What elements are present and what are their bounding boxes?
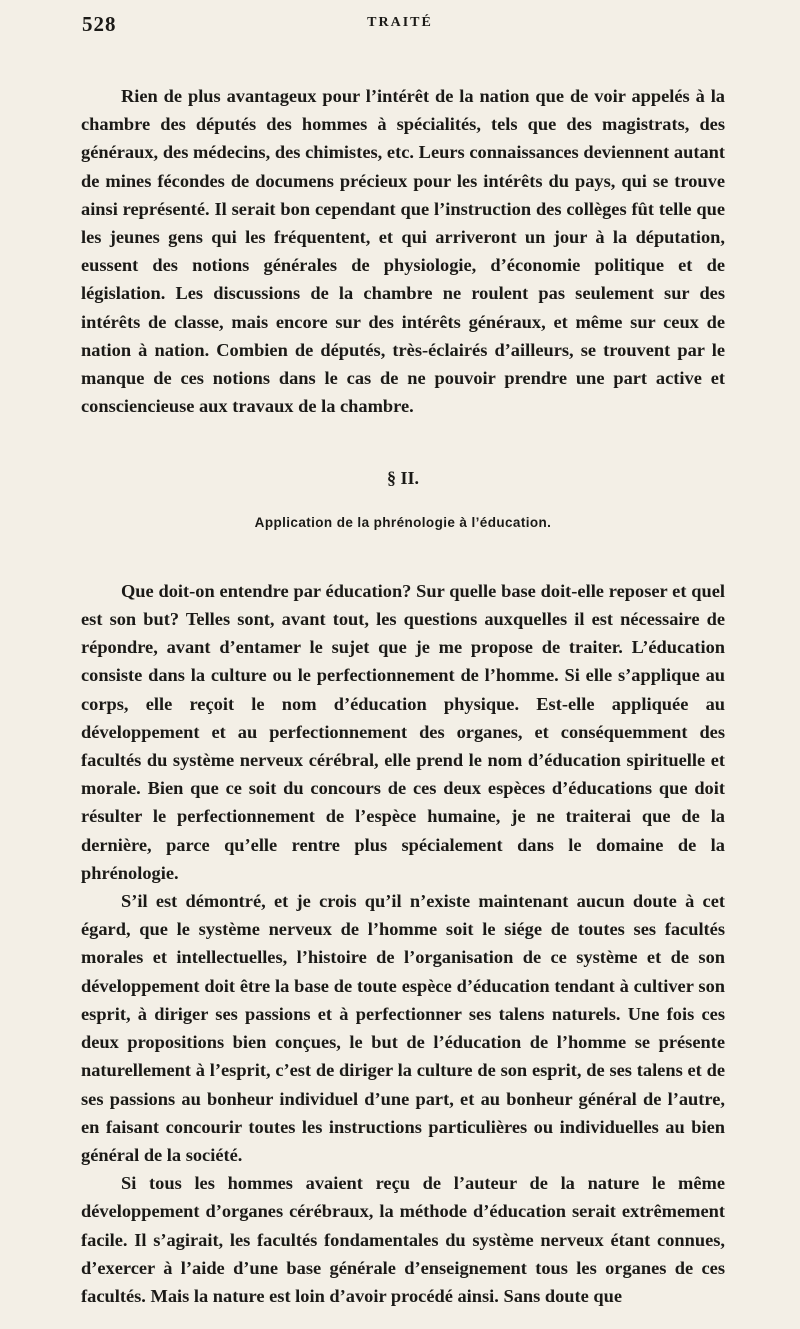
paragraph: Rien de plus avantageux pour l’intérêt de la nation que de voir appelés à la chambre des députés des hommes à spécialités, tels que des magistrats, des généraux, des médecins, des chimistes, etc. Leurs connaissances deviennent autant de mines fécondes de documens précieux pour les intérêts du pays, qui se trouve ainsi représenté. Il serait bon cependant que l’instruction des collèges fût telle que les jeunes gens qui les fréquentent, et qui arriveront un jour à la députation, eussent des notions générales de physiologie, d’économie politique et de législation. Les discussions de la chambre ne roulent pas seulement sur des intérêts de classe, mais encore sur des intérêts généraux, et même sur ceux de nation à nation. Combien de députés, très-éclairés d’ailleurs, se trouvent par le manque de ces notions dans le cas de ne pouvoir prendre une part active et consciencieuse aux travaux de la chambre.: [81, 86, 725, 417]
section-mark: § II.: [386, 468, 419, 489]
running-head: [0, 12, 800, 42]
paragraph: S’il est démontré, et je crois qu’il n’existe maintenant aucun doute à cet égard, que le système nerveux de l’homme soit le siége de toutes ses facultés morales et intellectuelles, l’histoire de l’organisation de ce système et de son développement doit être la base de toute espèce d’éducation tendant à cultiver son esprit, à diriger ses passions et à perfectionner ses talens naturels. Une fois ces deux propositions bien conçues, le but de l’éducation de l’homme se présente naturellement à l’esprit, c’est de diriger la culture de son esprit, de ses talens et de ses passions au bonheur individuel d’une part, et au bonheur général de l’autre, en faisant concourir toutes les instructions particulières ou individuelles au bien général de la société.: [81, 891, 725, 1165]
section-title: Application de la phrénologie à l’éducation.: [254, 514, 552, 530]
body-text: [81, 82, 725, 1310]
paragraph: Que doit-on entendre par éducation? Sur quelle base doit-elle reposer et quel est son but? Telles sont, avant tout, les questions auxquelles il est nécessaire de répondre, avant d’entamer le sujet que je me propose de traiter. L’éducation consiste dans la culture ou le perfectionnement de l’homme. Si elle s’applique au corps, elle reçoit le nom d’éducation physique. Est-elle appliquée au développement et au perfectionnement des organes, et conséquemment des facultés du système nerveux cérébral, elle prend le nom d’éducation spirituelle et morale. Bien que ce soit du concours de ces deux espèces d’éducations que doit résulter le perfectionnement de l’espèce humaine, je ne traiterai que de la dernière, parce qu’elle rentre plus spécialement dans le domaine de la phrénologie.: [81, 580, 725, 883]
running-title: TRAITÉ: [367, 15, 433, 30]
paragraph: Si tous les hommes avaient reçu de l’auteur de la nature le même développement d’organes cérébraux, la méthode d’éducation serait extrêmement facile. Il s’agirait, les facultés fondamentales du système nerveux étant connues, d’exercer à l’aide d’une base générale d’enseignement tous les organes de ces facultés. Mais la nature est loin d’avoir procédé ainsi. Sans doute que: [81, 1173, 725, 1306]
page-number: 528: [82, 12, 117, 36]
